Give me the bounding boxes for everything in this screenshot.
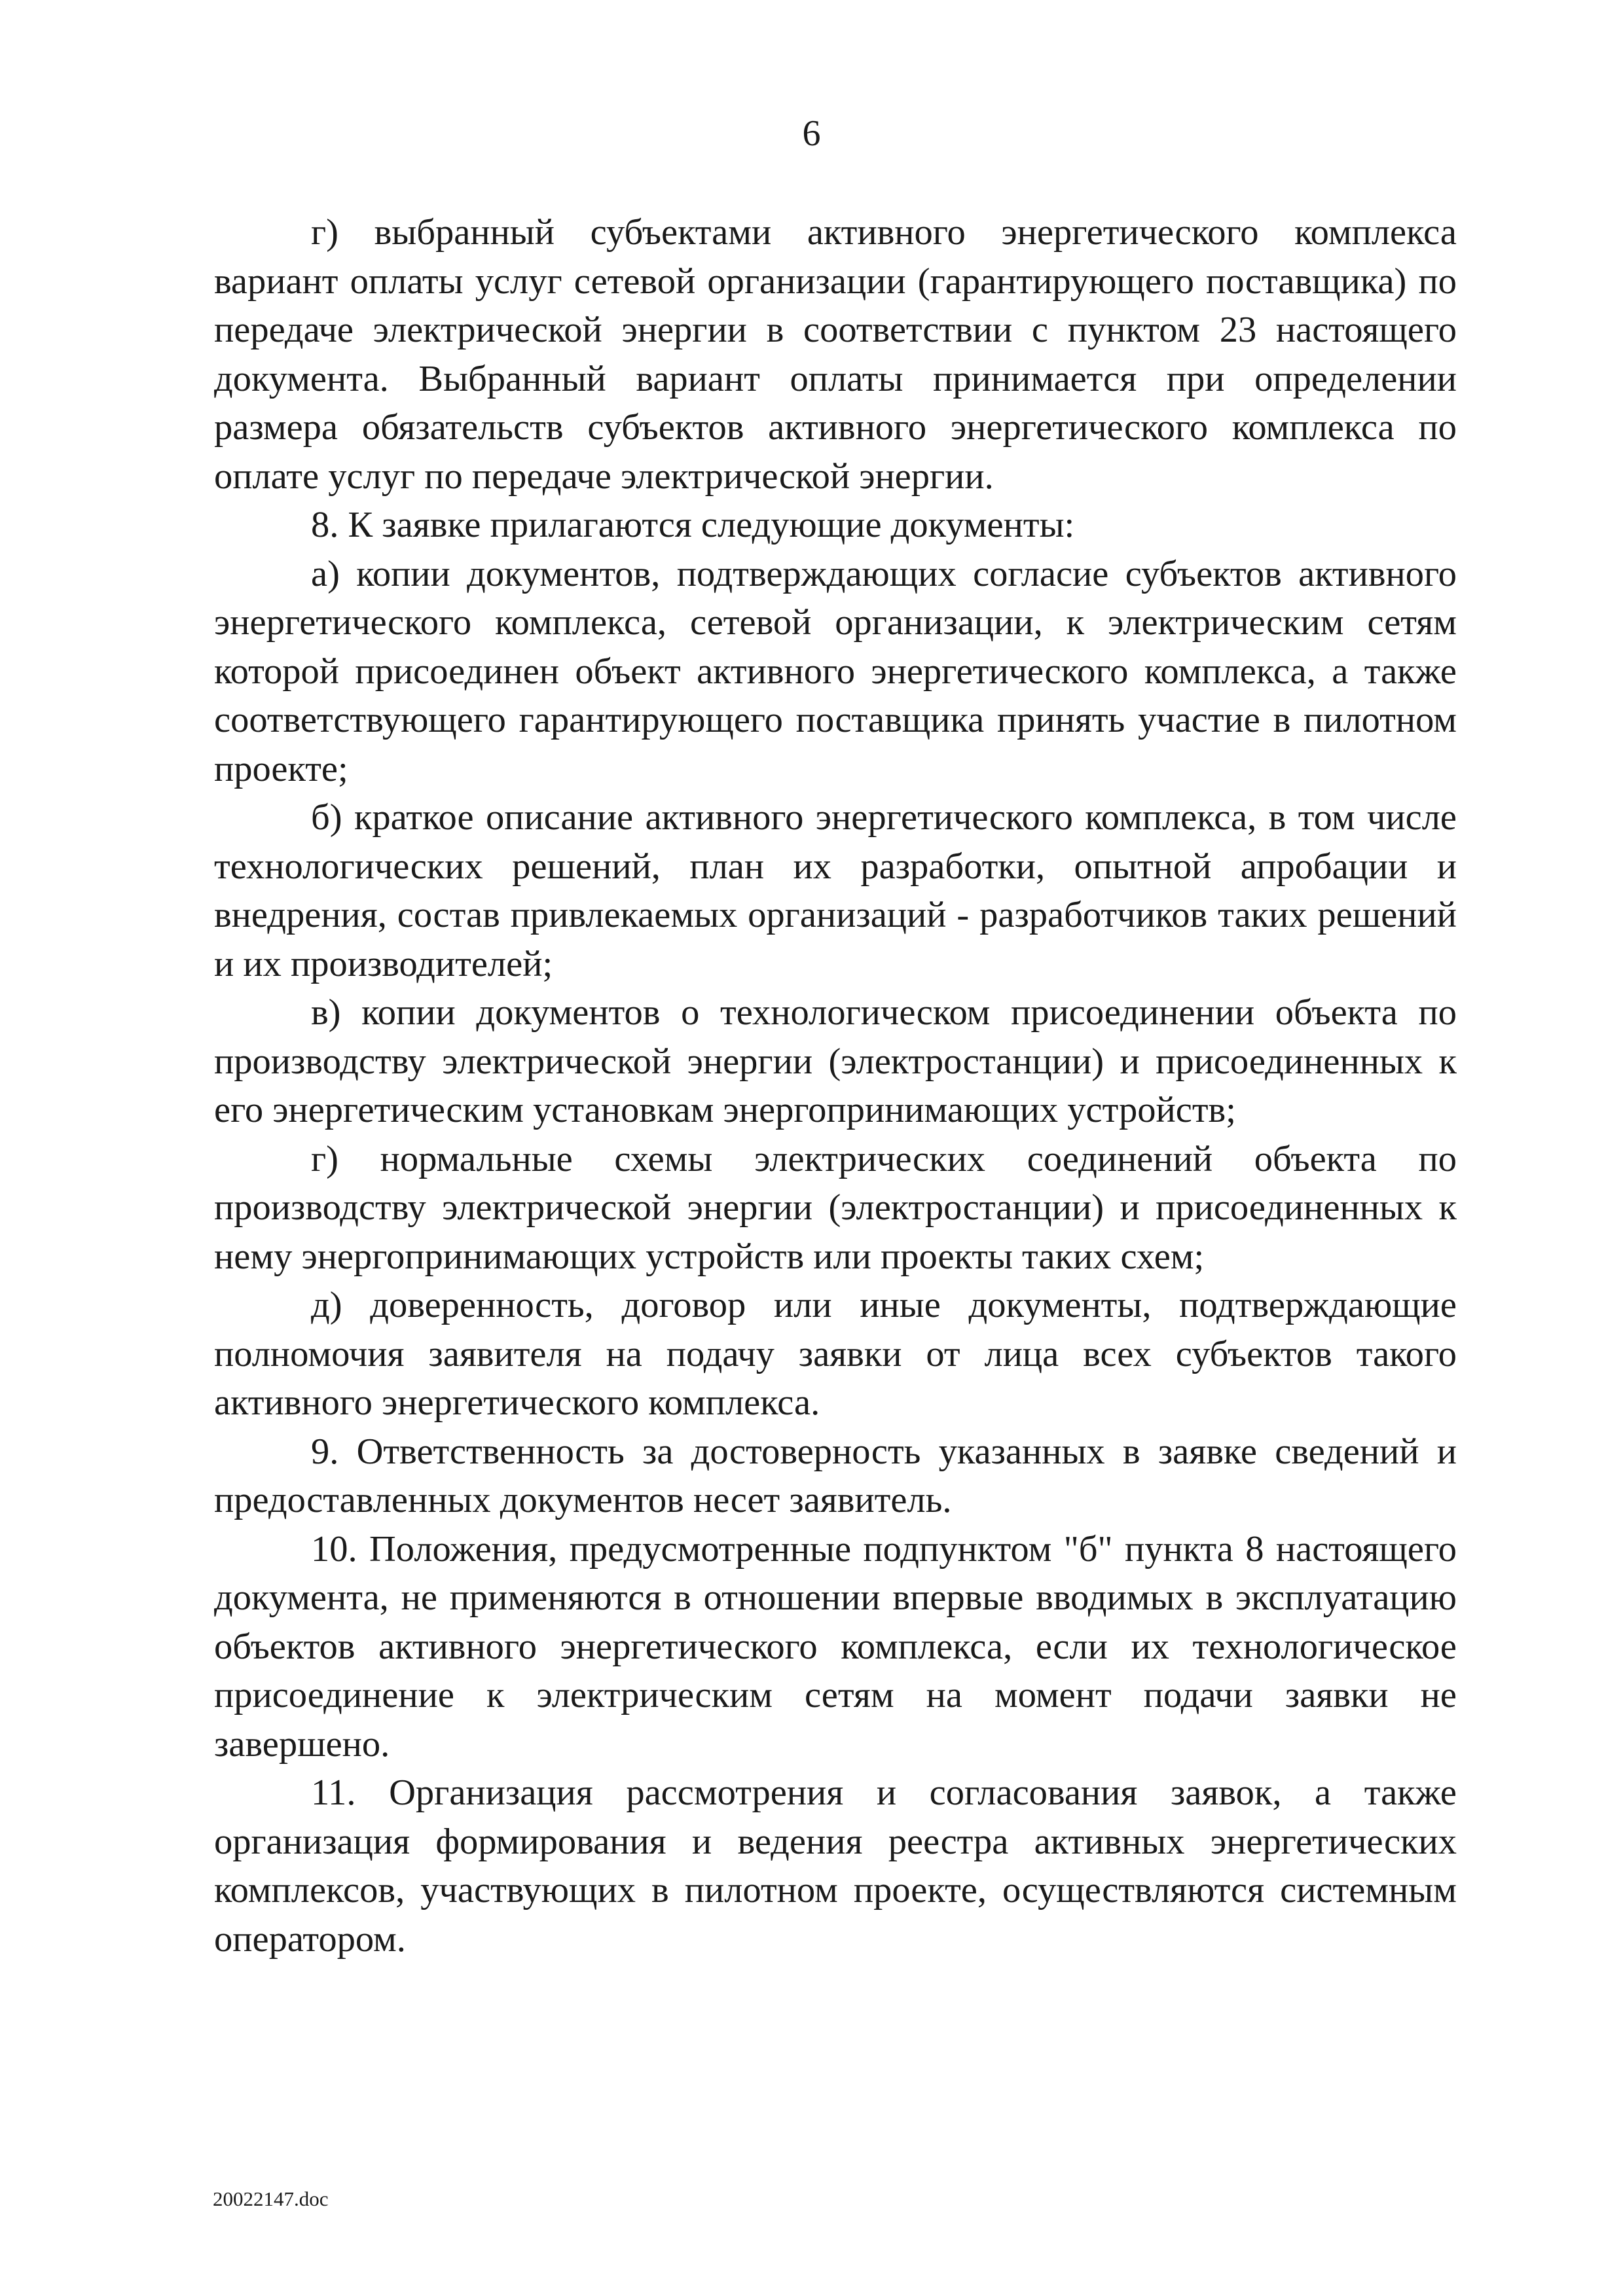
paragraph-8g: г) нормальные схемы электрических соединений объекта по производству электрической энергии (электростанции) и присоединенных к нему энергопринимающих устройств или проекты таких схем; <box>214 1138 1457 1277</box>
paragraph-8b: б) краткое описание активного энергетического комплекса, в том числе технологических решений, план их разработки, опытной апробации и внедрения, состав привлекаемых организаций - разработчиков таких решений и их производителей; <box>214 797 1457 984</box>
paragraph-9: 9. Ответственность за достоверность указанных в заявке сведений и предоставленных документов несет заявитель. <box>214 1431 1457 1520</box>
paragraph-11: 11. Организация рассмотрения и согласования заявок, а также организация формирования и ведения реестра активных энергетических комплексов, участвующих в пилотном проекте, осуществляются системным оператором. <box>214 1772 1457 1960</box>
paragraph-8a: а) копии документов, подтверждающих согласие субъектов активного энергетического комплекса, сетевой организации, к электрическим сетям которой присоединен объект активного энергетического комплекса, а также соответствующего гарантирующего поставщика принять участие в пилотном проекте; <box>214 553 1457 789</box>
paragraph-8v: в) копии документов о технологическом присоединении объекта по производству электрической энергии (электростанции) и присоединенных к его энергетическим установкам энергопринимающих устройств; <box>214 992 1457 1130</box>
paragraph-8-heading: 8. К заявке прилагаются следующие документы: <box>311 505 1075 545</box>
page-number: 6 <box>802 113 821 154</box>
document-body <box>214 208 1457 1964</box>
paragraph-8d: д) доверенность, договор или иные документы, подтверждающие полномочия заявителя на подачу заявки от лица всех субъектов такого активного энергетического комплекса. <box>214 1285 1457 1423</box>
paragraph-subpoint-g-payment-option: г) выбранный субъектами активного энергетического комплекса вариант оплаты услуг сетевой организации (гарантирующего поставщика) по передаче электрической энергии в соответствии с пунктом 23 настоящего документа. Выбранный вариант оплаты принимается при определении размера обязательств субъектов активного энергетического комплекса по оплате услуг по передаче электрической энергии. <box>214 212 1457 497</box>
paragraph-10: 10. Положения, предусмотренные подпунктом "б" пункта 8 настоящего документа, не применяются в отношении впервые вводимых в эксплуатацию объектов активного энергетического комплекса, если их технологическое присоединение к электрическим сетям на момент подачи заявки не завершено. <box>214 1528 1457 1765</box>
file-name-footer: 20022147.doc <box>213 2187 329 2210</box>
